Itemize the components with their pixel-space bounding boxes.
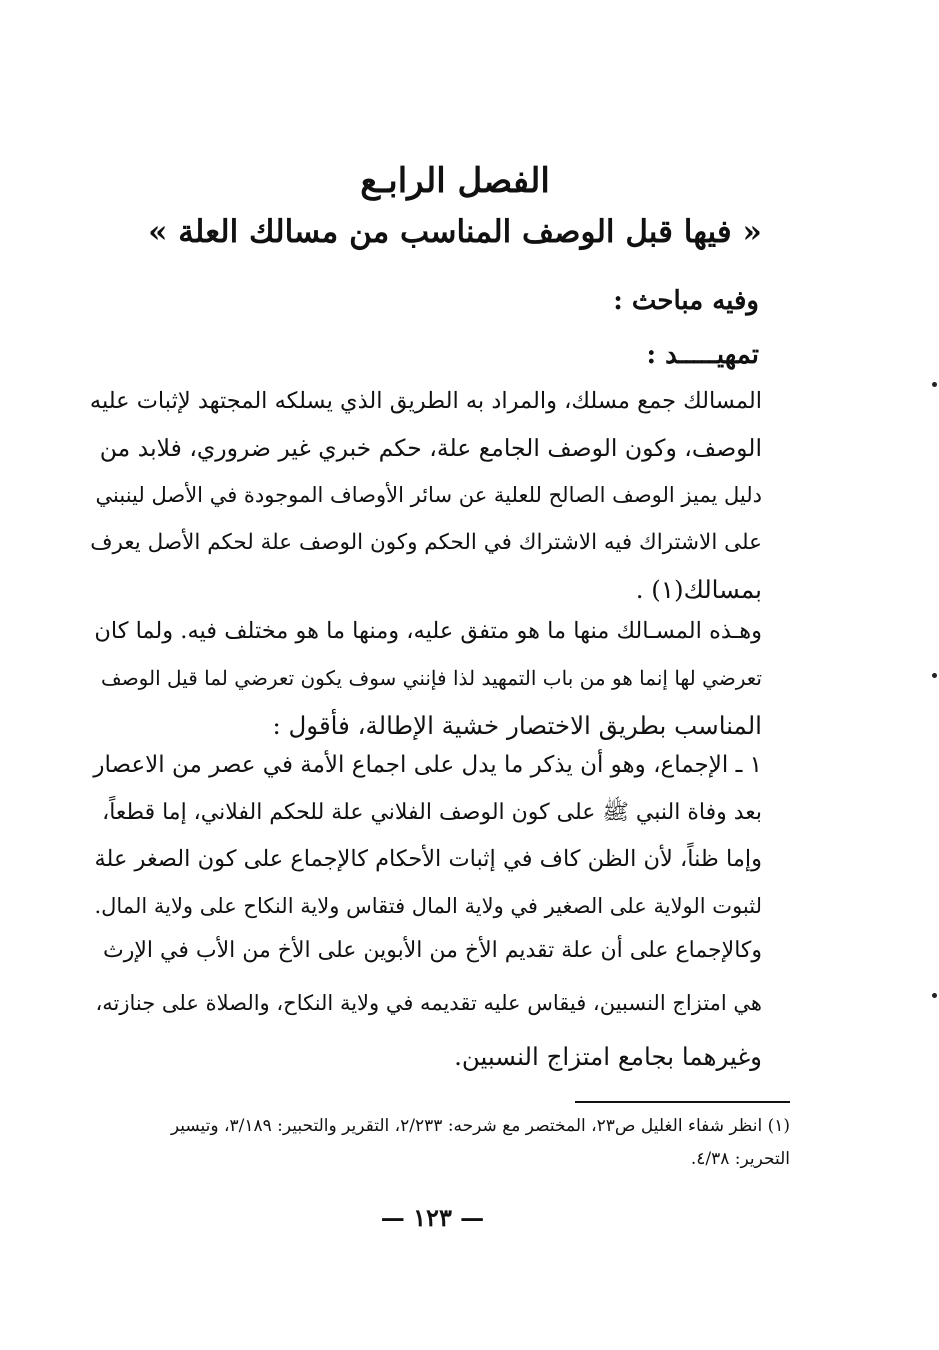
paragraph-line: وإما ظناً، لأن الظن كاف في إثبات الأحكام كالإجماع على كون الصغر علة (94, 846, 762, 872)
page-number: — ١٢٣ — (380, 1203, 485, 1232)
section-heading: تمهيـــــد : (646, 340, 759, 370)
paragraph-line: هي امتزاج النسبين، فيقاس عليه تقديمه في ولاية النكاح، والصلاة على جنازته، (95, 991, 762, 1015)
footnote-line: التحرير: ٤/٣٨. (690, 1149, 790, 1169)
paragraph-line: وغيرهما بجامع امتزاج النسبين. (454, 1042, 762, 1071)
paragraph-3 (90, 742, 762, 930)
paragraph-line: وكالإجماع على أن علة تقديم الأخ من الأبوين على الأخ من الأب في الإرث (103, 938, 762, 963)
paragraph-line: تعرضي لها إنما هو من باب التمهيد لذا فإنني سوف يكون تعرضي لما قيل الوصف (101, 666, 762, 690)
paragraph-line: بعد وفاة النبي ﷺ على كون الوصف الفلاني علة للحكم الفلاني، إما قطعاً، (102, 800, 762, 825)
paragraph-line: لثبوت الولاية على الصغير في ولاية المال فتقاس ولاية النكاح على ولاية المال. (94, 894, 762, 918)
footnote (85, 1110, 790, 1176)
footnote-line: (١) انظر شفاء الغليل ص٢٣، المختصر مع شرحه: ٢/٢٣٣، التقرير والتحبير: ٣/١٨٩، وتيسير (170, 1116, 790, 1136)
scan-margin-mark (932, 993, 937, 998)
paragraph-2 (90, 608, 762, 749)
paragraph-1 (90, 378, 762, 613)
paragraph-line: بمسالك(١) . (635, 575, 762, 604)
scan-margin-mark (932, 673, 937, 678)
paragraph-line: المسالك جمع مسلك، والمراد به الطريق الذي يسلكه المجتهد لإثبات عليه (89, 388, 762, 414)
paragraph-line: على الاشتراك فيه الاشتراك في الحكم وكون الوصف علة لحكم الأصل يعرف (90, 530, 762, 555)
paragraph-4 (90, 924, 762, 1083)
paragraph-line: الوصف، وكون الوصف الجامع علة، حكم خبري غير ضروري، فلابد من (99, 434, 762, 462)
scan-margin-mark (932, 382, 937, 387)
chapter-title: الفصل الرابـع (360, 161, 550, 201)
footnote-separator (575, 1101, 790, 1103)
paragraph-line: دليل يميز الوصف الصالح للعلية عن سائر الأوصاف الموجودة في الأصل لينبني (95, 483, 762, 507)
paragraph-line: ١ ـ الإجماع، وهو أن يذكر ما يدل على اجماع الأمة في عصر من الاعصار (93, 752, 762, 778)
chapter-subtitle: « فيها قبل الوصف المناسب من مسالك العلة » (148, 214, 762, 250)
paragraph-line: وهـذه المسـالك منها ما هو متفق عليه، ومنها ما هو مختلف فيه. ولما كان (94, 618, 762, 644)
paragraph-line: المناسب بطريق الاختصار خشية الإطالة، فأقول : (272, 711, 762, 740)
intro-heading: وفيه مباحث : (613, 286, 759, 316)
